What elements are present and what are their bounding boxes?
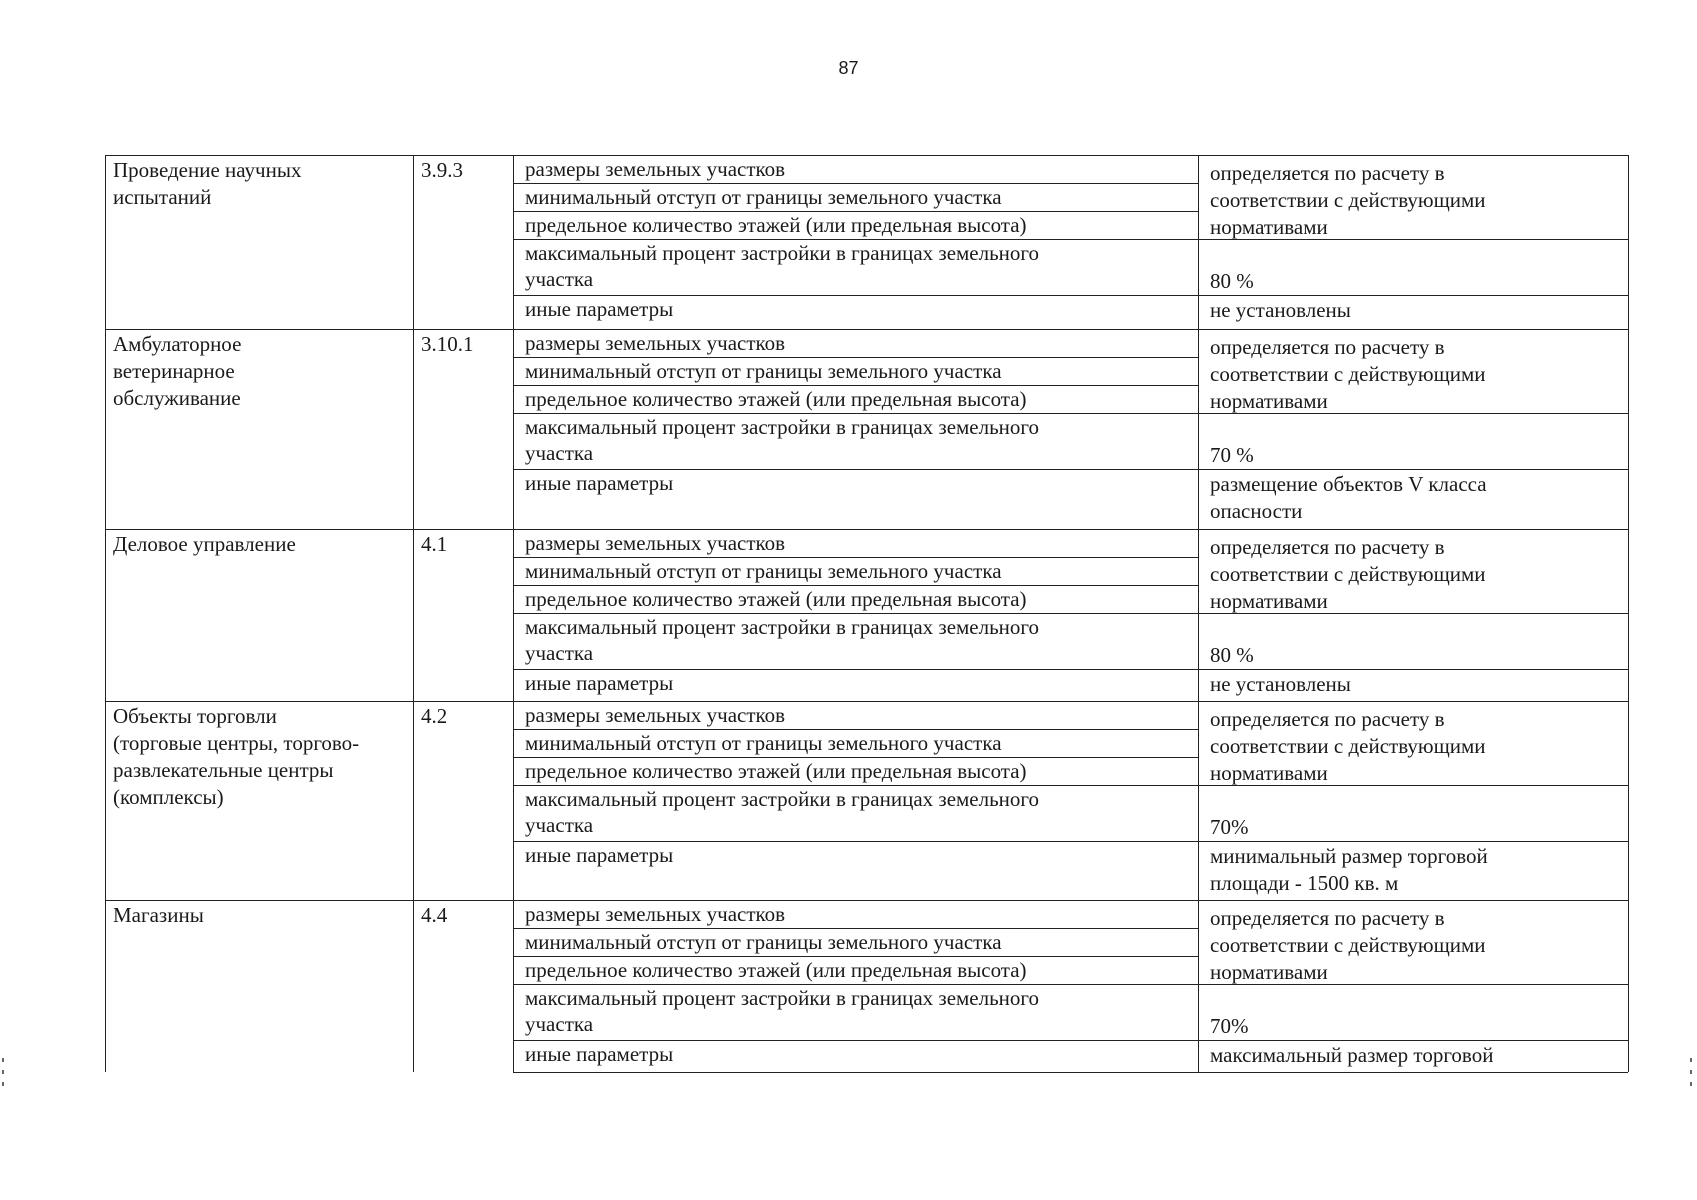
parameter-label: минимальный отступ от границы земельного участка [525, 559, 1002, 583]
norm-value: нормативами [1210, 215, 1328, 239]
parameter-label: предельное количество этажей (или предельная высота) [525, 387, 1027, 411]
other-params-value: размещение объектов V класса [1210, 472, 1487, 496]
use-type-name: Амбулаторное [113, 332, 242, 356]
parameter-label: максимальный процент застройки в границах земельного [525, 615, 1040, 639]
value-row-rule [1198, 1040, 1628, 1041]
build-percent-value: 80 % [1210, 643, 1254, 667]
use-type-name: обслуживание [113, 386, 241, 410]
parameter-label: размеры земельных участков [525, 331, 786, 355]
norm-value: соответствии с действующими [1210, 562, 1486, 586]
use-type-name: Объекты торговли [113, 704, 277, 728]
use-type-name: Магазины [113, 903, 204, 927]
parameter-label: минимальный отступ от границы земельного участка [525, 731, 1002, 755]
other-params-value: минимальный размер торговой [1210, 844, 1488, 868]
scan-mark-left [2, 1058, 4, 1062]
use-type-name: испытаний [113, 185, 212, 209]
parameter-label: максимальный процент застройки в границах земельного [525, 241, 1040, 265]
parameter-label: участка [525, 441, 594, 465]
scan-mark-right [1690, 1058, 1692, 1062]
parameter-label: размеры земельных участков [525, 157, 786, 181]
use-type-name: ветеринарное [113, 359, 235, 383]
value-row-rule [1198, 613, 1628, 614]
group-rule [105, 900, 1628, 901]
use-type-code: 3.10.1 [421, 332, 474, 356]
build-percent-value: 80 % [1210, 269, 1254, 293]
parameter-label: иные параметры [525, 843, 674, 867]
norm-value: нормативами [1210, 589, 1328, 613]
value-row-rule [1198, 984, 1628, 985]
norm-value: нормативами [1210, 960, 1328, 984]
use-type-name: Проведение научных [113, 158, 302, 182]
value-row-rule [1198, 295, 1628, 296]
build-percent-value: 70 % [1210, 443, 1254, 467]
scan-mark-left [2, 1082, 4, 1086]
use-type-code: 4.1 [421, 532, 448, 556]
scan-mark-right [1690, 1070, 1692, 1074]
norm-value: нормативами [1210, 761, 1328, 785]
group-rule [105, 529, 1628, 530]
column-rule [413, 155, 414, 1072]
parameter-label: предельное количество этажей (или предельная высота) [525, 587, 1027, 611]
norm-value: определяется по расчету в [1210, 707, 1445, 731]
row-rule [105, 155, 1628, 156]
column-rule [105, 155, 106, 1072]
value-row-rule [1198, 239, 1628, 240]
use-type-name: Деловое управление [113, 532, 296, 556]
use-type-name: (торговые центры, торгово- [113, 731, 360, 755]
norm-value: соответствии с действующими [1210, 362, 1486, 386]
parameter-label: размеры земельных участков [525, 703, 786, 727]
parameter-label: минимальный отступ от границы земельного участка [525, 359, 1002, 383]
norm-value: определяется по расчету в [1210, 535, 1445, 559]
use-type-code: 3.9.3 [421, 158, 463, 182]
norm-value: нормативами [1210, 389, 1328, 413]
norm-value: определяется по расчету в [1210, 906, 1445, 930]
other-params-value: опасности [1210, 499, 1303, 523]
table-bottom-rule [513, 1072, 1628, 1073]
parameter-label: предельное количество этажей (или предельная высота) [525, 759, 1027, 783]
parameter-label: максимальный процент застройки в границах земельного [525, 415, 1040, 439]
parameter-label: предельное количество этажей (или предельная высота) [525, 213, 1027, 237]
parameter-label: размеры земельных участков [525, 902, 786, 926]
parameter-label: максимальный процент застройки в границах земельного [525, 787, 1040, 811]
other-params-value: максимальный размер торговой [1210, 1043, 1494, 1067]
scan-mark-left [2, 1070, 4, 1074]
value-row-rule [1198, 469, 1628, 470]
column-rule [1628, 155, 1629, 1072]
group-rule [105, 329, 1628, 330]
other-params-value: не установлены [1210, 672, 1351, 696]
parameter-label: иные параметры [525, 471, 674, 495]
group-rule [105, 701, 1628, 702]
other-params-value: площади - 1500 кв. м [1210, 871, 1399, 895]
value-row-rule [1198, 413, 1628, 414]
parameter-label: иные параметры [525, 1042, 674, 1066]
parameter-label: участка [525, 267, 594, 291]
parameter-label: иные параметры [525, 297, 674, 321]
use-type-code: 4.2 [421, 704, 448, 728]
build-percent-value: 70% [1210, 815, 1249, 839]
parameter-label: предельное количество этажей (или предельная высота) [525, 958, 1027, 982]
build-percent-value: 70% [1210, 1014, 1249, 1038]
use-type-name: развлекательные центры [113, 758, 334, 782]
page-number: 87 [838, 58, 859, 78]
norm-value: определяется по расчету в [1210, 335, 1445, 359]
value-row-rule [1198, 669, 1628, 670]
use-type-name: (комплексы) [113, 785, 224, 809]
parameter-label: иные параметры [525, 671, 674, 695]
parameter-label: участка [525, 641, 594, 665]
land-use-parameters-table [105, 155, 1628, 1072]
scan-mark-right [1690, 1082, 1692, 1086]
norm-value: соответствии с действующими [1210, 188, 1486, 212]
value-row-rule [1198, 785, 1628, 786]
parameter-label: участка [525, 813, 594, 837]
parameter-label: максимальный процент застройки в границах земельного [525, 986, 1040, 1010]
norm-value: соответствии с действующими [1210, 933, 1486, 957]
parameter-label: минимальный отступ от границы земельного участка [525, 930, 1002, 954]
parameter-label: размеры земельных участков [525, 531, 786, 555]
parameter-label: участка [525, 1012, 594, 1036]
norm-value: определяется по расчету в [1210, 161, 1445, 185]
value-row-rule [1198, 841, 1628, 842]
norm-value: соответствии с действующими [1210, 734, 1486, 758]
parameter-label: минимальный отступ от границы земельного участка [525, 185, 1002, 209]
other-params-value: не установлены [1210, 298, 1351, 322]
use-type-code: 4.4 [421, 903, 448, 927]
